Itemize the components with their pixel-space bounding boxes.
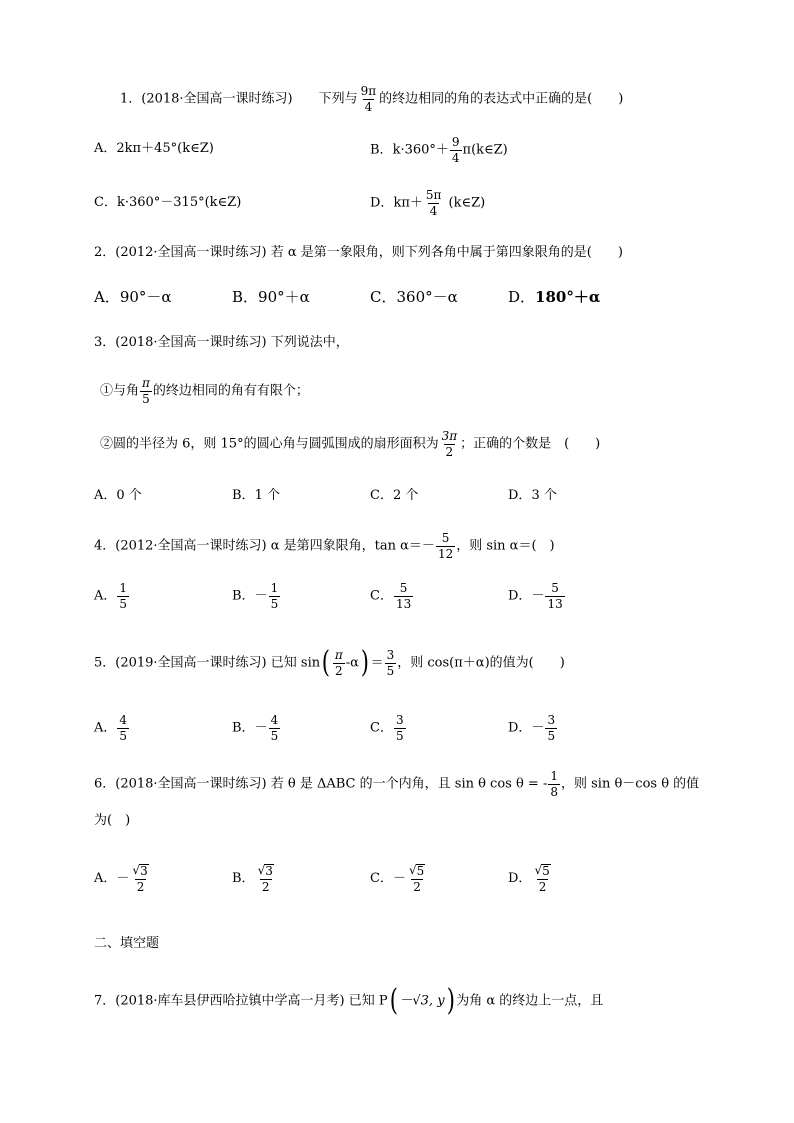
q2-stem: 2．(2012·全国高一课时练习) 若 α 是第一象限角，则下列各角中属于第四象限角的是( ): [94, 245, 623, 260]
q4-option-a: A． $\frac{1}{5}$: [94, 581, 128, 611]
q5-option-a: A． $\frac{4}{5}$: [94, 713, 128, 743]
q1-option-c: C．k·360°－315°(k∈Z): [94, 195, 242, 210]
q1-option-d: D．kπ＋ $\frac{5\pi}{4}$ (k∈Z): [370, 188, 486, 218]
q3-option-b: B．1 个: [232, 488, 280, 503]
q3-stem: 3．(2018·全国高一课时练习) 下列说法中，: [94, 335, 349, 350]
q1-option-a: A．2kπ＋45°(k∈Z): [94, 141, 214, 156]
section-heading: 二、填空题: [94, 936, 160, 951]
q1-fraction: $\frac{9\pi}{4}$: [360, 84, 377, 114]
q5-option-d: D．－ $\frac{3}{5}$: [508, 713, 556, 743]
q7-stem: 7．(2018·库车县伊西哈拉镇中学高一月考) 已知 P( －√3, y) 为角 α 的终边上一点，且: [94, 983, 604, 1018]
q3-option-a: A．0 个: [94, 488, 142, 503]
q2-option-d: D．180°＋α: [508, 288, 601, 306]
q4-option-d: D．－ $\frac{5}{13}$: [508, 581, 563, 611]
q6-option-d: D． √ 5 2: [508, 863, 550, 894]
q2-option-a: A．90°－α: [94, 288, 172, 306]
q3-statement-1: ①与角 $\frac{\pi}{5}$ 的终边相同的角有有限个；: [100, 376, 309, 406]
q2-option-c: C．360°－α: [370, 288, 458, 306]
q4-option-c: C． $\frac{5}{13}$: [370, 581, 412, 611]
q5-option-c: C． $\frac{3}{5}$: [370, 713, 404, 743]
q6-stem: 6．(2018·全国高一课时练习) 若 θ 是 ΔABC 的一个内角，且 sin θ cos θ = - $\frac{1}{8}$ ，则 sin θ－cos θ 的值: [94, 769, 700, 799]
q5-stem: 5．(2019·全国高一课时练习) 已知 sin( $\frac{\pi}{2}$ -α) ＝ $\frac{3}{5}$ ，则 cos(π＋α)的值为( ): [94, 645, 565, 680]
q2-option-b: B．90°＋α: [232, 288, 310, 306]
q3-statement-2: ②圆的半径为 6，则 15°的圆心角与圆弧围成的扇形面积为 $\frac{3\pi}{2}$ ；正确的个数是 ( ): [100, 429, 601, 459]
q6-option-c: C．－ √ 5 2: [370, 863, 425, 894]
q5-option-b: B．－ $\frac{4}{5}$: [232, 713, 279, 743]
q1-stem: 1．(2018·全国高一课时练习) 下列与 $\frac{9\pi}{4}$ 的终边相同的角的表达式中正确的是( ): [120, 84, 624, 114]
q6-stem-line2: 为( ): [94, 813, 131, 828]
q6-option-b: B． √ 3 2: [232, 863, 273, 894]
q3-option-d: D．3 个: [508, 488, 557, 503]
q4-option-b: B．－ $\frac{1}{5}$: [232, 581, 279, 611]
q1-option-b: B．k·360°＋ $\frac{9}{4}$ π(k∈Z): [370, 135, 508, 165]
q3-option-c: C．2 个: [370, 488, 419, 503]
q6-option-a: A．－ √ 3 2: [94, 863, 148, 894]
q4-stem: 4．(2012·全国高一课时练习) α 是第四象限角，tan α＝－ $\frac{5}{12}$ ，则 sin α＝( ): [94, 531, 555, 561]
